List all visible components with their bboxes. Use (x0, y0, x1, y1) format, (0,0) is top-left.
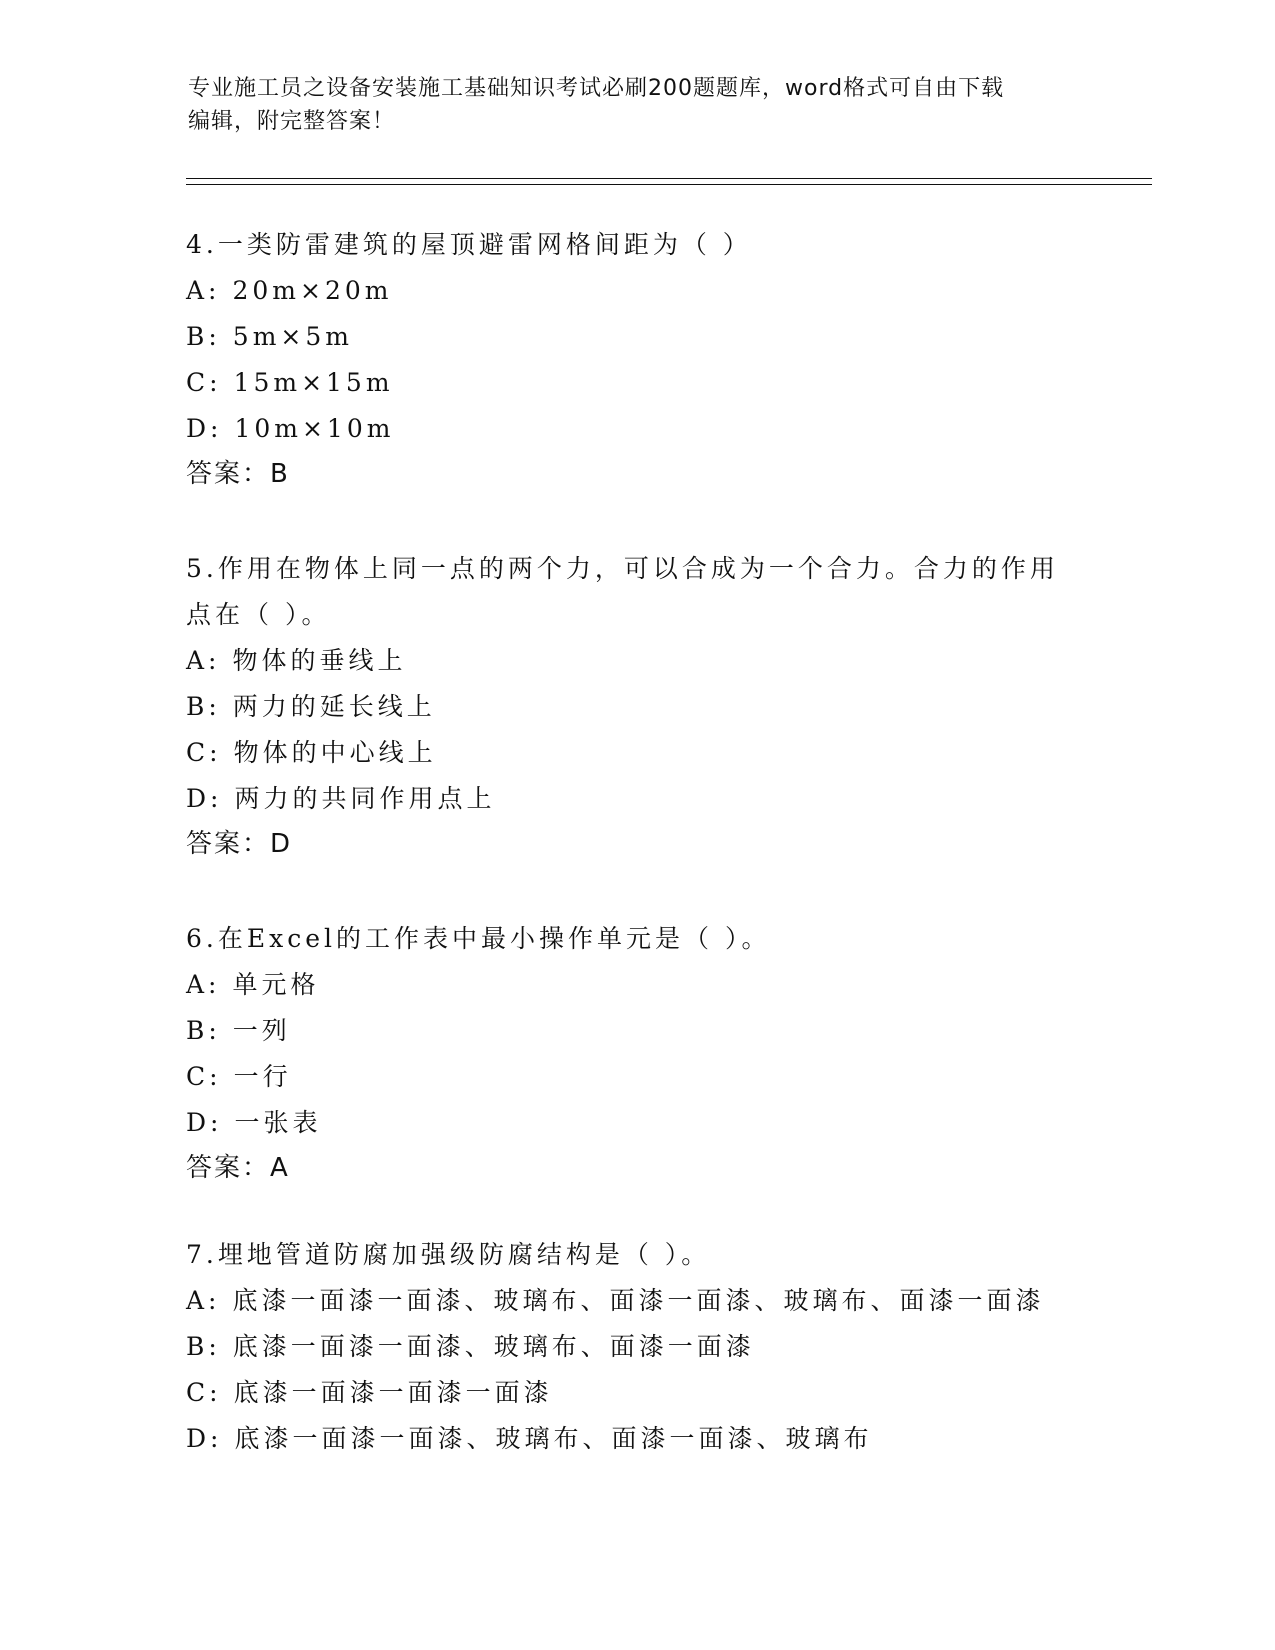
option-a (186, 1278, 1086, 1324)
question-stem: 5.作用在物体上同一点的两个力，可以合成为一个合力。合力的作用点在（ ）。 (186, 554, 1059, 629)
question-stem: 7.埋地管道防腐加强级防腐结构是（ ）。 (186, 1240, 711, 1269)
option-key: B: (186, 1332, 221, 1361)
option-c (186, 360, 1086, 406)
option-d (186, 776, 1086, 822)
option-text: 10m×10m (234, 414, 395, 443)
question-stem: 6.在Excel的工作表中最小操作单元是（ ）。 (186, 924, 771, 953)
option-text: 物体的中心线上 (233, 738, 437, 767)
option-key: C: (186, 1062, 222, 1091)
option-b (186, 1324, 1086, 1370)
option-key: A: (186, 276, 221, 305)
option-c (186, 1054, 1086, 1100)
option-key: A: (186, 646, 221, 675)
option-text: 底漆一面漆一面漆、玻璃布、面漆一面漆、玻璃布、面漆一面漆 (232, 1286, 1045, 1315)
option-key: B: (186, 692, 221, 721)
header-line-2: 编辑，附完整答案！ (188, 109, 396, 134)
question-7 (186, 1232, 1086, 1462)
question-5 (186, 546, 1086, 866)
option-key: A: (186, 970, 221, 999)
option-key: D: (186, 1108, 223, 1137)
question-stem: 4.一类防雷建筑的屋顶避雷网格间距为（ ） (186, 230, 752, 259)
option-d (186, 1100, 1086, 1146)
option-key: B: (186, 322, 221, 351)
option-key: D: (186, 1424, 223, 1453)
option-text: 两力的延长线上 (232, 692, 436, 721)
option-b (186, 684, 1086, 730)
option-key: D: (186, 784, 223, 813)
option-text: 单元格 (232, 970, 320, 999)
option-text: 一列 (232, 1016, 291, 1045)
answer-line: 答案：A (186, 1153, 290, 1183)
option-text: 底漆一面漆一面漆、玻璃布、面漆一面漆、玻璃布 (234, 1424, 873, 1453)
option-c (186, 1370, 1086, 1416)
option-text: 15m×15m (233, 368, 394, 397)
document-header (188, 72, 1088, 138)
option-text: 底漆一面漆一面漆一面漆 (233, 1378, 553, 1407)
option-text: 5m×5m (232, 322, 353, 351)
option-key: C: (186, 368, 222, 397)
question-4 (186, 222, 1086, 496)
option-b (186, 1008, 1086, 1054)
option-key: C: (186, 1378, 222, 1407)
option-text: 一张表 (234, 1108, 322, 1137)
answer-line: 答案：D (186, 829, 293, 859)
option-key: A: (186, 1286, 221, 1315)
option-text: 一行 (233, 1062, 292, 1091)
option-d (186, 406, 1086, 452)
option-b (186, 314, 1086, 360)
option-c (186, 730, 1086, 776)
option-text: 物体的垂线上 (232, 646, 407, 675)
header-line-1: 专业施工员之设备安装施工基础知识考试必刷200题题库，word格式可自由下载 (188, 76, 1005, 101)
answer-line: 答案：B (186, 459, 290, 489)
option-a (186, 638, 1086, 684)
option-key: C: (186, 738, 222, 767)
option-text: 两力的共同作用点上 (234, 784, 496, 813)
option-key: B: (186, 1016, 221, 1045)
option-text: 20m×20m (232, 276, 393, 305)
question-6 (186, 916, 1086, 1190)
option-d (186, 1416, 1086, 1462)
header-divider (186, 178, 1152, 185)
option-a (186, 962, 1086, 1008)
option-text: 底漆一面漆一面漆、玻璃布、面漆一面漆 (232, 1332, 755, 1361)
option-a (186, 268, 1086, 314)
option-key: D: (186, 414, 223, 443)
